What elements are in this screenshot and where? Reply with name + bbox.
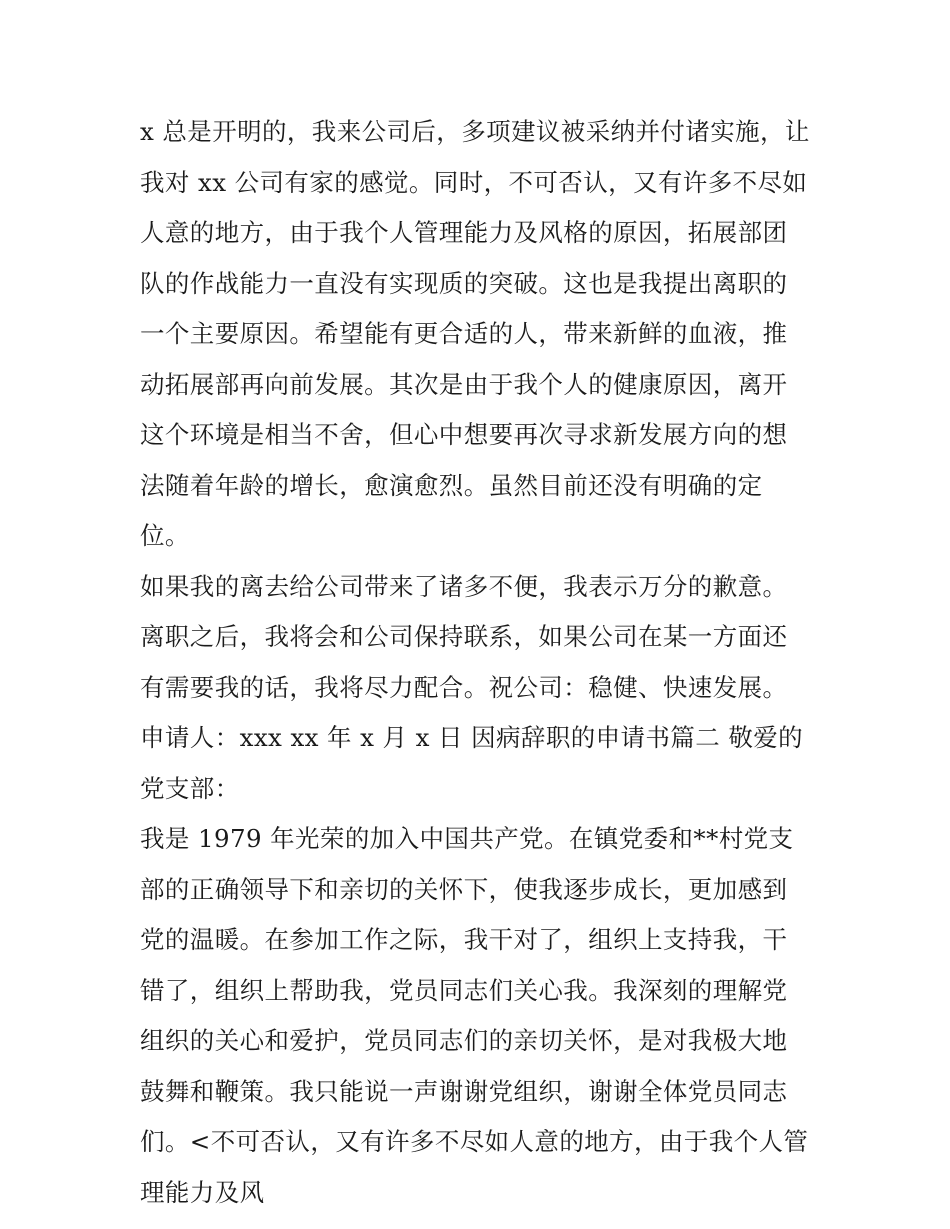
- document-body: [140, 107, 812, 1218]
- paragraph-apology: 如果我的离去给公司带来了诸多不便，我表示万分的歉意。离职之后，我将会和公司保持联系，如果公司在某一方面还有需要我的话，我将尽力配合。祝公司：稳健、快速发展。: [140, 571, 788, 702]
- paragraph-signature-and-heading: 申请人：xxx xx 年 x 月 x 日 因病辞职的申请书篇二 敬爱的党支部：: [140, 723, 804, 803]
- paragraph-resignation-reasons: x 总是开明的，我来公司后，多项建议被采纳并付诸实施，让我对 xx 公司有家的感觉。同时，不可否认，又有许多不尽如人意的地方，由于我个人管理能力及风格的原因，拓展部团队的作战能力一直没有实现质的突破。这也是我提出离职的一个主要原因。希望能有更合适的人，带来新鲜的血液，推动拓展部再向前发展。其次是由于我个人的健康原因，离开这个环境是相当不舍，但心中想要再次寻求新发展方向的想法随着年龄的增长，愈演愈烈。虽然目前还没有明确的定位。: [140, 117, 810, 550]
- paragraph-party-letter: 我是 1979 年光荣的加入中国共产党。在镇党委和**村党支部的正确领导下和亲切的关怀下，使我逐步成长，更加感到党的温暖。在参加工作之际，我干对了，组织上支持我，干错了，组织上帮助我，党员同志们关心我。我深刻的理解党组织的关心和爱护，党员同志们的亲切关怀，是对我极大地鼓舞和鞭策。我只能说一声谢谢党组织，谢谢全体党员同志们。<不可否认，又有许多不尽如人意的地方，由于我个人管理能力及风: [140, 824, 809, 1207]
